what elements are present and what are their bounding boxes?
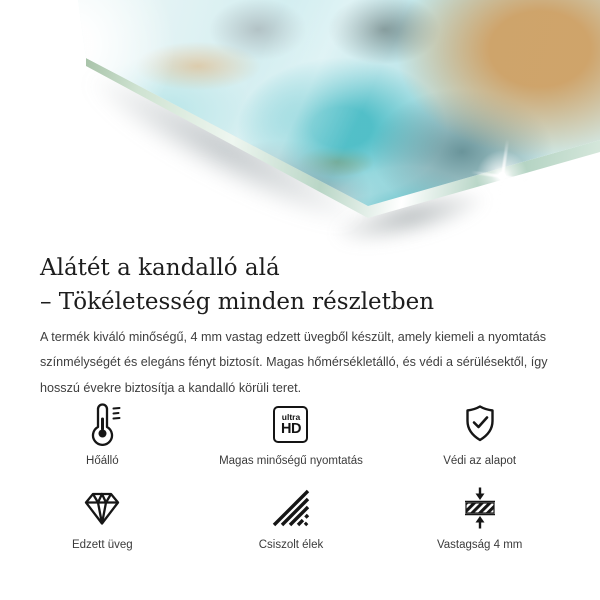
- feature-print-quality: [197, 401, 386, 467]
- uhd-badge-bottom: HD: [281, 420, 301, 437]
- feature-tempered-glass: [8, 485, 197, 551]
- feature-heat-resistant: [8, 401, 197, 467]
- feature-label: Hőálló: [86, 455, 119, 467]
- features-grid: [8, 401, 574, 551]
- product-description: [40, 325, 548, 402]
- feature-label: Csiszolt élek: [258, 539, 324, 551]
- sparkle-icon: [457, 131, 547, 221]
- shield-check-icon: [458, 401, 502, 447]
- page-title: [40, 251, 434, 319]
- thickness-icon: [458, 485, 502, 531]
- feature-thickness: [385, 485, 574, 551]
- description-line: színmélységét és elegáns fényt biztosít. Magas hőmérsékletálló, és védi a sérülésektől, így: [40, 355, 548, 370]
- title-line-2: – Tökéletesség minden részletben: [40, 289, 435, 316]
- beveled-edges-icon: [269, 485, 313, 531]
- thermometer-icon: [80, 401, 124, 447]
- feature-protects-base: [385, 401, 574, 467]
- product-image: [0, 0, 600, 245]
- feature-label: Edzett üveg: [71, 539, 133, 551]
- feature-label: Magas minőségű nyomtatás: [219, 455, 363, 467]
- ultra-hd-icon: [273, 401, 308, 447]
- description-line: hosszú évekre biztosítja a kandalló körüli teret.: [40, 380, 302, 395]
- title-line-1: Alátét a kandalló alá: [40, 255, 280, 282]
- diamond-icon: [80, 485, 124, 531]
- feature-label: Vastagság 4 mm: [436, 539, 523, 551]
- description-line: A termék kiváló minőségű, 4 mm vastag edzett üvegből készült, amely kiemeli a nyomtatás: [40, 329, 547, 344]
- uhd-badge-top: ultra: [281, 411, 301, 422]
- feature-label: Védi az alapot: [443, 455, 517, 467]
- feature-polished-edges: [197, 485, 386, 551]
